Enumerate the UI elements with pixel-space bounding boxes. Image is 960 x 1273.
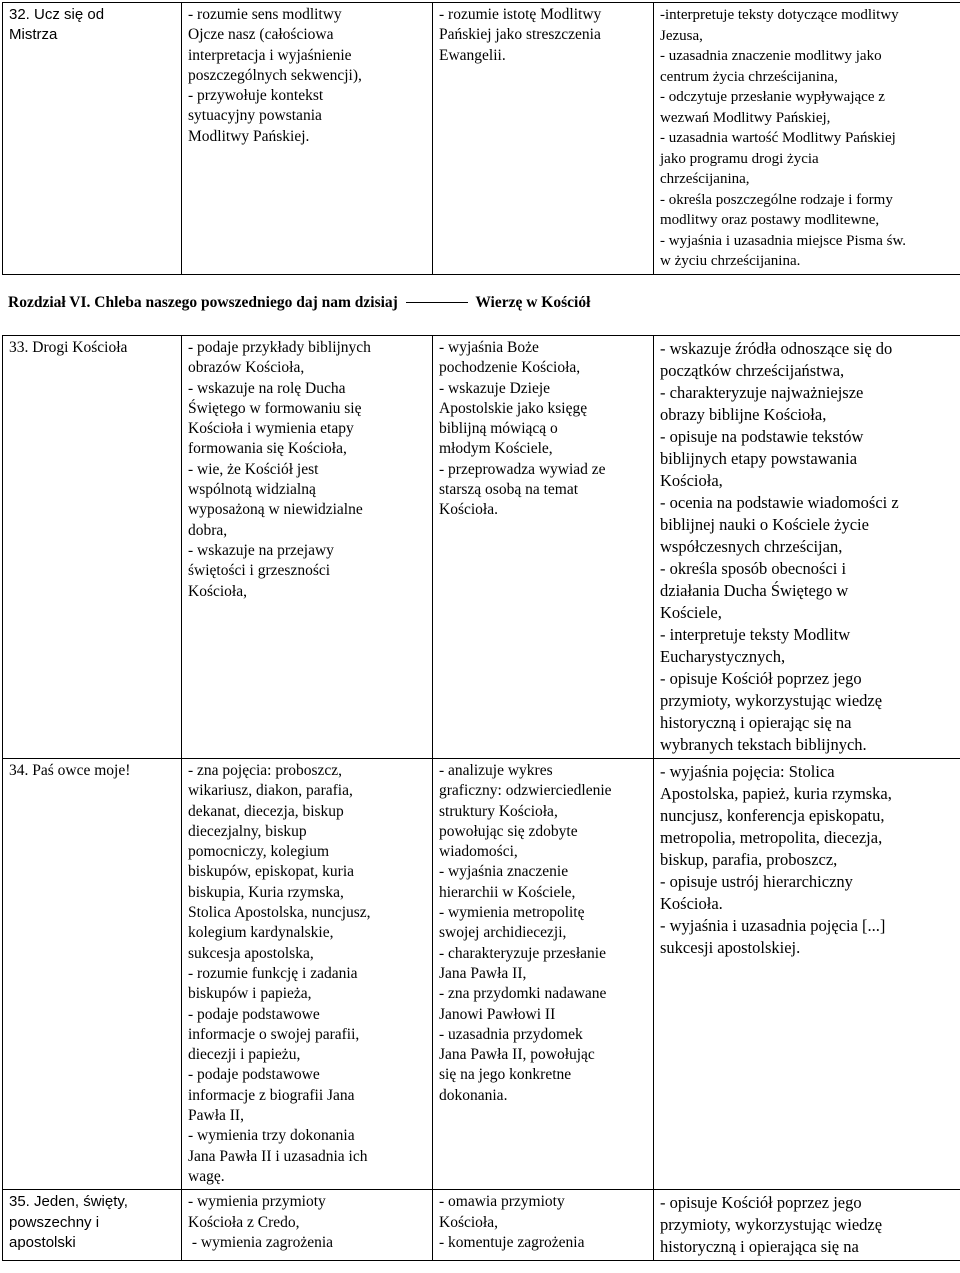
text-line: wyposażoną w niewidzialne [188, 501, 363, 519]
extended-requirements-cell [433, 3, 654, 275]
extended-requirements-cell [433, 1190, 654, 1261]
text-line: apostolski [9, 1233, 76, 1251]
text-line: sytuacyjny powstania [188, 107, 322, 125]
text-line: interpretacja i wyjaśnienie [188, 46, 352, 64]
text-line: informacje o swojej parafii, [188, 1025, 360, 1043]
text-line: - uzasadnia znaczenie modlitwy jako [660, 48, 882, 64]
text-line: biblijnej nauki o Kościele życie [660, 515, 869, 534]
text-line: - określa poszczególne rodzaje i formy [660, 191, 893, 208]
basic-requirements-cell [182, 759, 433, 1190]
text-line: powszechny i [9, 1213, 100, 1231]
text-line: - wymienia metropolitę [439, 904, 585, 922]
advanced-requirements-cell [654, 1190, 960, 1261]
text-line: poszczególnych sekwencji), [188, 66, 362, 84]
text-line: Kościoła z Credo, [188, 1213, 300, 1231]
text-line: - podaje przykłady biblijnych [188, 339, 371, 356]
text-line: Eucharystycznych, [660, 647, 786, 666]
topic-cell [3, 336, 182, 759]
text-line: świętości i grzeszności [188, 562, 331, 580]
text-line: wspólnotą widzialną [188, 481, 316, 499]
text-line: Jana Pawła II, [439, 964, 527, 982]
text-line: dobra, [188, 521, 228, 539]
text-line: Jana Pawła II, powołując [439, 1046, 595, 1064]
text-line: - opisuje Kościół poprzez jego [660, 1193, 862, 1213]
text-line: - opisuje ustrój hierarchiczny [660, 872, 853, 891]
text-line: Apostolska, papież, kuria rzymska, [660, 784, 892, 803]
text-line: przymioty, wykorzystując wiedzę [660, 691, 883, 710]
text-line: - wyjaśnia pojęcia: Stolica [660, 762, 835, 781]
text-line: - wskazuje na rolę Ducha [188, 379, 346, 397]
text-line: graficzny: odzwierciedlenie [439, 782, 612, 800]
text-line: - charakteryzuje przesłanie [439, 944, 606, 962]
text-line: młodym Kościele, [439, 440, 553, 458]
section-heading [8, 294, 590, 312]
curriculum-table-top [2, 2, 960, 275]
text-line: hierarchii w Kościele, [439, 883, 576, 901]
title-separator [406, 302, 468, 303]
text-line: Kościoła, [660, 471, 723, 490]
text-line: modlitwy oraz postawy modlitewne, [660, 212, 880, 228]
text-line: - charakteryzuje najważniejsze [660, 383, 864, 402]
text-line: biskupów i papieża, [188, 985, 312, 1003]
text-line: - przywołuje kontekst [188, 87, 324, 105]
text-line: biblijnych etapy powstawania [660, 449, 858, 468]
text-line: Ojcze nasz (całościowa [188, 26, 334, 44]
text-line: obrazów Kościoła, [188, 359, 305, 377]
table-row [3, 336, 960, 759]
basic-requirements-cell [182, 336, 433, 759]
text-line: - omawia przymioty [439, 1193, 565, 1211]
text-line: dokonania. [439, 1086, 508, 1104]
text-line: Kościoła i wymienia etapy [188, 420, 354, 438]
text-line: - wskazuje źródła odnoszące się do [660, 339, 893, 358]
text-line: - rozumie sens modlitwy [188, 6, 342, 23]
table-row [3, 759, 960, 1190]
text-line: biskup, parafia, proboszcz, [660, 850, 838, 869]
text-line: - wie, że Kościół jest [188, 460, 319, 478]
text-line: Kościoła, [439, 1213, 498, 1231]
text-line: sukcesja apostolska, [188, 944, 314, 962]
advanced-requirements-cell [654, 336, 960, 759]
text-line: - analizuje wykres [439, 762, 553, 779]
topic-cell [3, 3, 182, 275]
text-line: Kościoła. [439, 501, 498, 519]
text-line: 33. Drogi Kościoła [9, 339, 128, 356]
text-line: chrześcijanina, [660, 171, 750, 187]
text-line: - zna przydomki nadawane [439, 985, 607, 1003]
text-line: Kościele, [660, 603, 722, 622]
text-line: informacje z biografii Jana [188, 1086, 355, 1104]
extended-requirements-cell [433, 336, 654, 759]
text-line: - przeprowadza wywiad ze [439, 460, 606, 478]
text-line: 34. Paś owce moje! [9, 762, 131, 779]
text-line: swojej archidiecezji, [439, 924, 567, 942]
text-line: pomocniczy, kolegium [188, 843, 330, 861]
text-line: w życiu chrześcijanina. [660, 253, 801, 269]
text-line: -interpretuje teksty dotyczące modlitwy [660, 7, 899, 23]
text-line: Stolica Apostolska, nuncjusz, [188, 904, 371, 922]
text-line: metropolia, metropolita, diecezja, [660, 828, 883, 847]
text-line: Apostolskie jako księgę [439, 399, 588, 417]
text-line: - rozumie funkcję i zadania [188, 964, 358, 982]
text-line: jako programu drogi życia [660, 150, 819, 167]
topic-cell [3, 1190, 182, 1261]
text-line: - zna pojęcia: proboszcz, [188, 762, 343, 779]
text-line: - opisuje Kościół poprzez jego [660, 669, 862, 688]
table-row [3, 1190, 960, 1261]
text-line: - rozumie istotę Modlitwy [439, 6, 602, 23]
text-line: - ocenia na podstawie wiadomości z [660, 493, 899, 512]
text-line: - uzasadnia przydomek [439, 1025, 583, 1043]
text-line: wezwań Modlitwy Pańskiej, [660, 109, 831, 126]
text-line: 32. Ucz się od [9, 6, 105, 23]
text-line: formowania się Kościoła, [188, 440, 347, 458]
advanced-requirements-cell [654, 759, 960, 1190]
text-line: - wymienia zagrożenia [188, 1233, 334, 1251]
text-line: wybranych tekstach biblijnych. [660, 735, 867, 754]
text-line: Mistrza [9, 26, 58, 44]
text-line: obrazy biblijne Kościoła, [660, 405, 827, 424]
text-line: nuncjusz, konferencja episkopatu, [660, 806, 885, 825]
text-line: działania Ducha Świętego w [660, 581, 849, 600]
curriculum-table-main [2, 335, 960, 1261]
text-line: się na jego konkretne [439, 1066, 572, 1084]
text-line: - podaje podstawowe [188, 1005, 320, 1023]
text-line: centrum życia chrześcijanina, [660, 68, 838, 85]
text-line: biblijną mówiącą o [439, 420, 558, 438]
text-line: - komentuje zagrożenia [439, 1233, 585, 1251]
text-line: diecezjalny, biskup [188, 822, 307, 840]
text-line: - wyjaśnia i uzasadnia pojęcia [...] [660, 916, 886, 935]
text-line: diecezji i papieżu, [188, 1046, 301, 1064]
text-line: dekanat, diecezja, biskup [188, 802, 344, 820]
text-line: - wymienia trzy dokonania [188, 1127, 355, 1145]
text-line: - wyjaśnia i uzasadnia miejsce Pisma św. [660, 232, 907, 249]
text-line: Jezusa, [660, 27, 703, 44]
text-line: powołując się zdobyte [439, 822, 578, 840]
text-line: początków chrześcijaństwa, [660, 361, 845, 380]
text-line: Modlitwy Pańskiej. [188, 127, 310, 145]
text-line: Ewangelii. [439, 46, 506, 64]
extended-requirements-cell [433, 759, 654, 1190]
text-line: - wyjaśnia znaczenie [439, 863, 569, 881]
text-line: pochodzenie Kościoła, [439, 359, 581, 377]
text-line: Kościoła, [188, 582, 247, 600]
text-line: - wymienia przymioty [188, 1193, 326, 1211]
text-line: kolegium kardynalskie, [188, 924, 334, 942]
text-line: - podaje podstawowe [188, 1066, 320, 1084]
text-line: wagę. [188, 1167, 225, 1185]
section-subtitle: Wierzę w Kościół [475, 294, 591, 311]
table-row [3, 3, 960, 275]
text-line: wikariusz, diakon, parafia, [188, 782, 353, 800]
text-line: przymioty, wykorzystując wiedzę [660, 1215, 883, 1235]
text-line: - wskazuje na przejawy [188, 541, 334, 559]
text-line: - opisuje na podstawie tekstów [660, 427, 864, 446]
text-line: - określa sposób obecności i [660, 559, 847, 578]
text-line: współczesnych chrześcijan, [660, 537, 843, 556]
text-line: Pańskiej jako streszczenia [439, 26, 601, 44]
basic-requirements-cell [182, 1190, 433, 1261]
text-line: Kościoła. [660, 894, 723, 913]
text-line: historyczną i opierając się na [660, 713, 852, 732]
text-line: Pawła II, [188, 1107, 244, 1125]
section-label: Rozdział VI. [8, 294, 91, 311]
text-line: - interpretuje teksty Modlitw [660, 625, 851, 644]
text-line: - wskazuje Dzieje [439, 379, 551, 397]
text-line: biskupów, episkopat, kuria [188, 863, 355, 881]
basic-requirements-cell [182, 3, 433, 275]
text-line: - odczytuje przesłanie wypływające z [660, 89, 885, 105]
text-line: - uzasadnia wartość Modlitwy Pańskiej [660, 130, 896, 146]
text-line: Janowi Pawłowi II [439, 1005, 556, 1023]
text-line: 35. Jeden, święty, [9, 1193, 128, 1211]
text-line: wiadomości, [439, 843, 518, 861]
text-line: struktury Kościoła, [439, 802, 558, 820]
text-line: - wyjaśnia Boże [439, 339, 539, 356]
text-line: historyczną i opierająca się na [660, 1237, 859, 1257]
topic-cell [3, 759, 182, 1190]
section-title: Chleba naszego powszedniego daj nam dzisiaj [94, 294, 398, 311]
text-line: sukcesji apostolskiej. [660, 938, 801, 957]
text-line: biskupia, Kuria rzymska, [188, 883, 344, 901]
text-line: Świętego w formowaniu się [188, 399, 362, 417]
text-line: starszą osobą na temat [439, 481, 579, 499]
text-line: Jana Pawła II i uzasadnia ich [188, 1147, 368, 1165]
advanced-requirements-cell [654, 3, 960, 275]
